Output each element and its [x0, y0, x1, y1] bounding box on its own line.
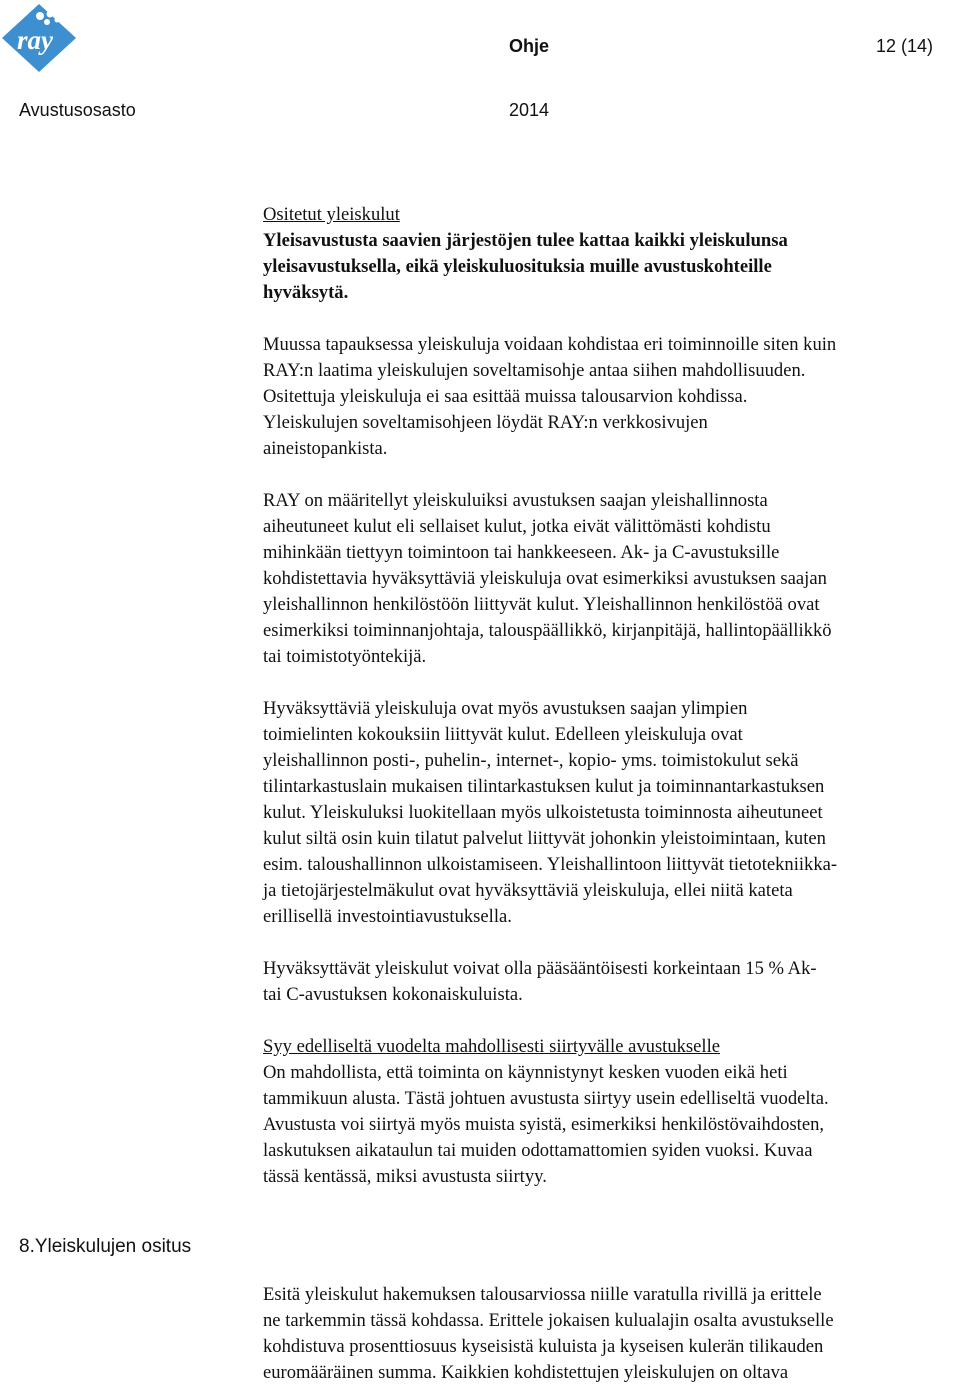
- ositetut-heading: Ositetut yleiskulut: [263, 204, 400, 225]
- paragraph-line: tai C-avustuksen kokonaiskuluista.: [263, 984, 523, 1005]
- main-content: [263, 202, 960, 1190]
- year: 2014: [509, 100, 550, 120]
- logo-text: ray: [17, 25, 53, 55]
- department: Avustusosasto: [19, 100, 136, 120]
- paragraph-line: kulut siltä osin kuin tilatut palvelut liittyvät johonkin yleistoimintaan, kuten: [263, 828, 826, 849]
- paragraph-line: laskutuksen aikataulun tai muiden odottamattomien syiden vuoksi. Kuvaa: [263, 1140, 813, 1161]
- page-number: 12 (14): [876, 36, 934, 56]
- paragraph-line: yleishallinnon henkilöstöön liittyvät kulut. Yleishallinnon henkilöstöä ovat: [263, 594, 820, 615]
- paragraph-line: esimerkiksi toiminnanjohtaja, talouspäällikkö, kirjanpitäjä, hallintopäällikkö: [263, 620, 832, 641]
- section-8-body: [263, 1282, 960, 1386]
- paragraph-line: euromääräinen summa. Kaikkien kohdistettujen yleiskulujen on oltava: [263, 1362, 789, 1383]
- ositetut-paragraph-4: [263, 956, 960, 1008]
- paragraph-line: Yleiskulujen soveltamisohjeen löydät RAY:n verkkosivujen: [263, 412, 708, 433]
- paragraph-line: kohdistettavia hyväksyttäviä yleiskuluja ovat esimerkiksi avustuksen saajan: [263, 568, 827, 589]
- section-8-label: 8.Yleiskulujen ositus: [19, 1236, 192, 1257]
- paragraph-line: Ositettuja yleiskuluja ei saa esittää muissa talousarvion kohdissa.: [263, 386, 748, 407]
- paragraph-line: RAY on määritellyt yleiskuluiksi avustuksen saajan yleishallinnosta: [263, 490, 768, 511]
- paragraph-line: tässä kentässä, miksi avustusta siirtyy.: [263, 1166, 547, 1187]
- paragraph-line: yleisavustuksella, eikä yleiskuluosituksia muille avustuskohteille: [263, 256, 772, 277]
- paragraph-line: ne tarkemmin tässä kohdassa. Erittele jokaisen kulualajin osalta avustukselle: [263, 1310, 834, 1331]
- paragraph-line: Hyväksyttäviä yleiskuluja ovat myös avustuksen saajan ylimpien: [263, 698, 748, 719]
- paragraph-line: yleishallinnon posti-, puhelin-, internet-, kopio- yms. toimistokulut sekä: [263, 750, 799, 771]
- paragraph-line: Avustusta voi siirtyä myös muista syistä, esimerkiksi henkilöstövaihdosten,: [263, 1114, 825, 1135]
- paragraph-line: On mahdollista, että toiminta on käynnistynyt kesken vuoden eikä heti: [263, 1062, 788, 1083]
- paragraph-line: mihinkään tiettyyn toimintoon tai hankkeeseen. Ak- ja C-avustuksille: [263, 542, 780, 563]
- paragraph-line: kulut. Yleiskuluksi luokitellaan myös ulkoistetusta toiminnosta aiheutuneet: [263, 802, 823, 823]
- ositetut-paragraph-1: [263, 332, 960, 462]
- paragraph-line: tai toimistotyöntekijä.: [263, 646, 427, 667]
- ray-logo: [0, 2, 78, 72]
- paragraph-line: tilintarkastuslain mukaisen tilintarkastuksen kulut ja toiminnantarkastuksen: [263, 776, 825, 797]
- paragraph-line: Hyväksyttävät yleiskulut voivat olla pääsääntöisesti korkeintaan 15 % Ak-: [263, 958, 817, 979]
- syy-paragraph: [263, 1060, 960, 1190]
- paragraph-line: toimielinten kokouksiin liittyvät kulut. Edelleen yleiskuluja ovat: [263, 724, 743, 745]
- paragraph-line: aiheutuneet kulut eli sellaiset kulut, jotka eivät välittömästi kohdistu: [263, 516, 771, 537]
- paragraph-line: tammikuun alusta. Tästä johtuen avustusta siirtyy usein edelliseltä vuodelta.: [263, 1088, 829, 1109]
- paragraph-line: RAY:n laatima yleiskulujen soveltamisohje antaa siihen mahdollisuuden.: [263, 360, 806, 381]
- ositetut-bold-paragraph: [263, 228, 960, 306]
- paragraph-line: ja tietojärjestelmäkulut ovat hyväksyttäviä yleiskuluja, ellei niitä kateta: [263, 880, 793, 901]
- syy-heading: Syy edelliseltä vuodelta mahdollisesti siirtyvälle avustukselle: [263, 1036, 721, 1057]
- paragraph-line: erillisellä investointiavustuksella.: [263, 906, 512, 927]
- paragraph-line: Muussa tapauksessa yleiskuluja voidaan kohdistaa eri toiminnoille siten kuin: [263, 334, 837, 355]
- paragraph-line: kohdistuva prosenttiosuus kyseisistä kuluista ja kyseisen kulerän tilikauden: [263, 1336, 824, 1357]
- ositetut-paragraph-3: [263, 696, 960, 930]
- paragraph-line: esim. taloushallinnon ulkoistamiseen. Yleishallintoon liittyvät tietotekniikka-: [263, 854, 838, 875]
- ositetut-paragraph-2: [263, 488, 960, 670]
- paragraph-line: Yleisavustusta saavien järjestöjen tulee kattaa kaikki yleiskulunsa: [263, 230, 788, 251]
- paragraph-line: Esitä yleiskulut hakemuksen talousarviossa niille varatulla rivillä ja erittele: [263, 1284, 822, 1305]
- document-type: Ohje: [509, 36, 550, 56]
- paragraph-line: hyväksytä.: [263, 282, 349, 303]
- paragraph-line: aineistopankista.: [263, 438, 388, 459]
